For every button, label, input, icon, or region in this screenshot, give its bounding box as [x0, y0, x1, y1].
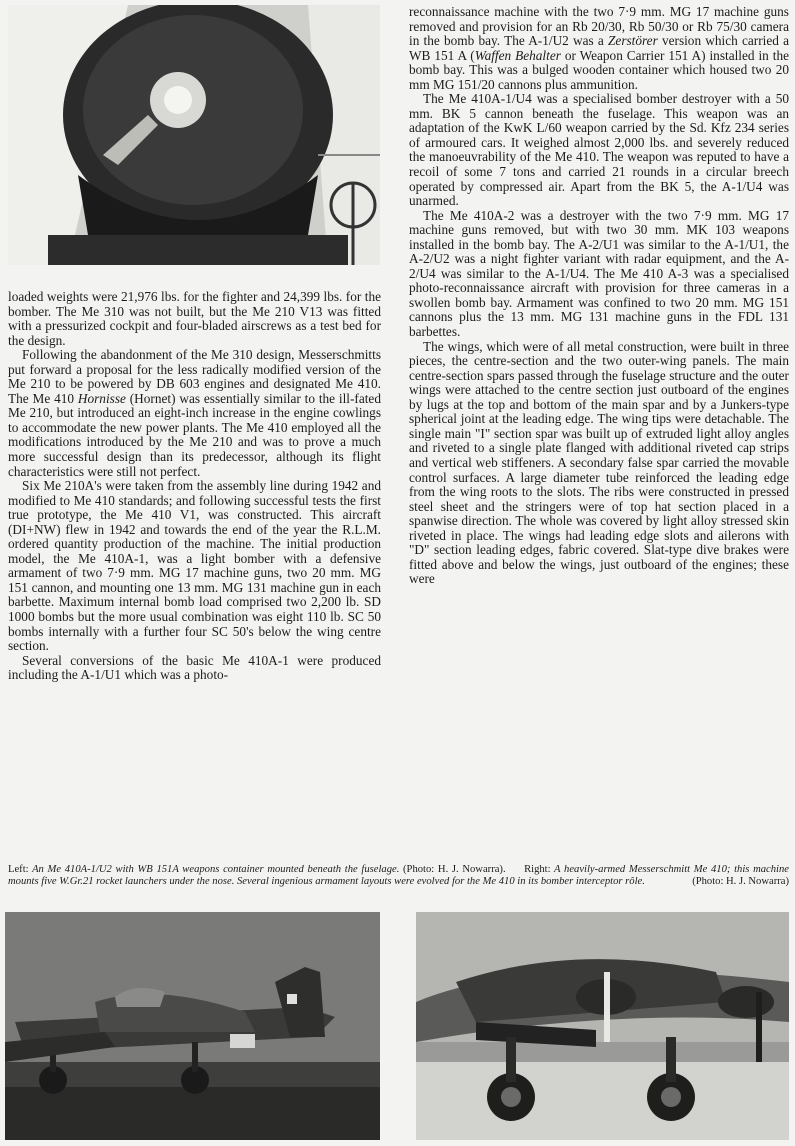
left-paragraph-2-text-a: Following the abandonment of the Me 310 design, Messerschmitts put forward a proposal for the less radically modified version of the Me 210 to be powered by DB 603 engines and designated Me 410. The Me 410	[8, 347, 381, 406]
right-paragraph-4: The wings, which were of all metal construction, were built in three pieces, the centre-section and the two outer-wing panels. The main centre-section spars passed through the fuselage structure and the outer wings were attached to the centre section just outboard of the engines by lugs at the top and bottom of the main spar and by a Junkers-type spherical joint at the leading edge. The wing tips were detachable. The single main "I" section spar was built up of extruded light alloy angles and riveted to a single plate flanged with additional riveted cap strips and vertical web stiffeners. A secondary false spar carried the movable control surfaces. A large diameter tube reinforced the leading edge from the wing roots to the slots. The ribs were constructed in pressed steel sheet and the stringers were of top hat section placed in a spanwise direction. The whole was covered by light alloy stressed skin riveted in place. The wings had leading edge slots and ailerons with "D" section leading edges, fabric covered. Slat-type dive brakes were fitted above and below the wings, just outboard of the engines; these were	[409, 338, 789, 587]
zerstorer-italic: Zerstörer	[608, 33, 658, 49]
caption-right-text: A heavily-armed Messerschmitt Me 410; this machine mounts five W.Gr.21 rocket launchers under the nose. Several ingenious armament layouts were evolved for the Me 410 in its bomber interceptor rôle.	[8, 864, 789, 887]
caption-left-credit: (Photo: H. J. Nowarra).	[399, 864, 506, 875]
waffen-behalter-italic: Waffen Behalter	[474, 47, 561, 63]
left-paragraph-4: Several conversions of the basic Me 410A-1 were produced including the A-1/U1 which was a photo-	[8, 652, 381, 683]
left-paragraph-2	[8, 348, 381, 479]
hornisse-italic: Hornisse	[77, 390, 126, 406]
caption-left-label: Left:	[8, 864, 29, 875]
caption-left-text: An Me 410A-1/U2 with WB 151A weapons container mounted beneath the fuselage.	[28, 864, 400, 875]
right-paragraph-1-text-c: or Weapon Carrier 151 A) installed in the bomb bay. This was a bulged wooden container which housed two 20 mm MG 151/20 cannons plus ammunition.	[409, 47, 789, 92]
me410-parked-photo	[5, 912, 380, 1140]
left-paragraph-3: Six Me 210A's were taken from the assembly line during 1942 and modified to Me 410 standards; and following successful tests the first true prototype, the Me 410 V1, was constructed. This aircraft (DI+NW) flew in 1942 and towards the end of the year the R.L.M. ordered quantity production of the machine. The initial production model, the Me 410A-1, was a light bomber with a defensive armament of two 7·9 mm. MG 17 machine guns, two 20 mm. MG 151 cannon, and mounting one 13 mm. MG 131 machine gun in each barbette. Maximum internal bomb load comprised two 2,200 lb. SD 1000 bombs but the more usual combination was eight 110 lb. SC 50 bombs internally with a further four SC 50's below the wing centre section.	[8, 478, 381, 654]
right-paragraph-1-text-b: version which carried a WB 151 A (	[409, 33, 789, 63]
left-paragraph-2-text-b: (Hornet) was essentially similar to the ill-fated Me 210, but introduced an eight-inch increase in the engine cowlings to accommodate the new power plants. The Me 410 employed all the modifications introduced by the Me 210 and was to prove a much more successful design than its predecessor, although its flight characteristics were still not perfect.	[8, 390, 381, 479]
right-paragraph-1-text-a: reconnaissance machine with the two 7·9 mm. MG 17 machine guns removed and provision for an Rb 20/30, Rb 50/30 or Rb 75/30 camera in the bomb bay. The A-1/U2 was a	[409, 4, 789, 49]
photo-caption	[8, 864, 789, 888]
right-paragraph-1	[409, 5, 789, 92]
right-paragraph-3: The Me 410A-2 was a destroyer with the two 7·9 mm. MG 17 machine guns removed, but with two 30 mm. MK 103 weapons installed in the bomb bay. The A-2/U1 was similar to the A-1/U1, the A-2/U2 was a night fighter variant with radar equipment, and the A-2/U4 was similar to the A-1/U4. The Me 410 A-3 was a specialised photo-reconnaissance aircraft with provision for three cameras in a swollen bomb bay. Armament was confined to two 20 mm. MG 151 cannons plus the 13 mm. MG 131 machine guns in the FDL 131 barbettes.	[409, 207, 789, 340]
left-column	[8, 290, 381, 683]
left-paragraph-1: loaded weights were 21,976 lbs. for the fighter and 24,399 lbs. for the bomber. The Me 310 was not built, but the Me 210 V13 was fitted with a pressurized cockpit and four-bladed airscrews as a test bed for the design.	[8, 289, 381, 348]
caption-right-label: Right:	[524, 864, 551, 875]
caption-right-credit: (Photo: H. J. Nowarra)	[692, 876, 789, 887]
right-column	[409, 5, 789, 587]
weapons-container-photo	[8, 5, 380, 265]
right-paragraph-2: The Me 410A-1/U4 was a specialised bomber destroyer with a 50 mm. BK 5 cannon beneath the fuselage. This weapon was an adaptation of the KwK L/60 weapon carried by the Sd. Kfz 234 series of armoured cars. It weighed almost 2,000 lbs. and severely reduced the manoeuvrability of the Me 410. The weapon was reputed to have a recoil of some 7 tons and carried 21 rounds in a circular breech operated by compressed air. Apart from the BK 5, the A-1/U4 was unarmed.	[409, 91, 789, 209]
me410-rocket-launchers-photo	[416, 912, 789, 1140]
